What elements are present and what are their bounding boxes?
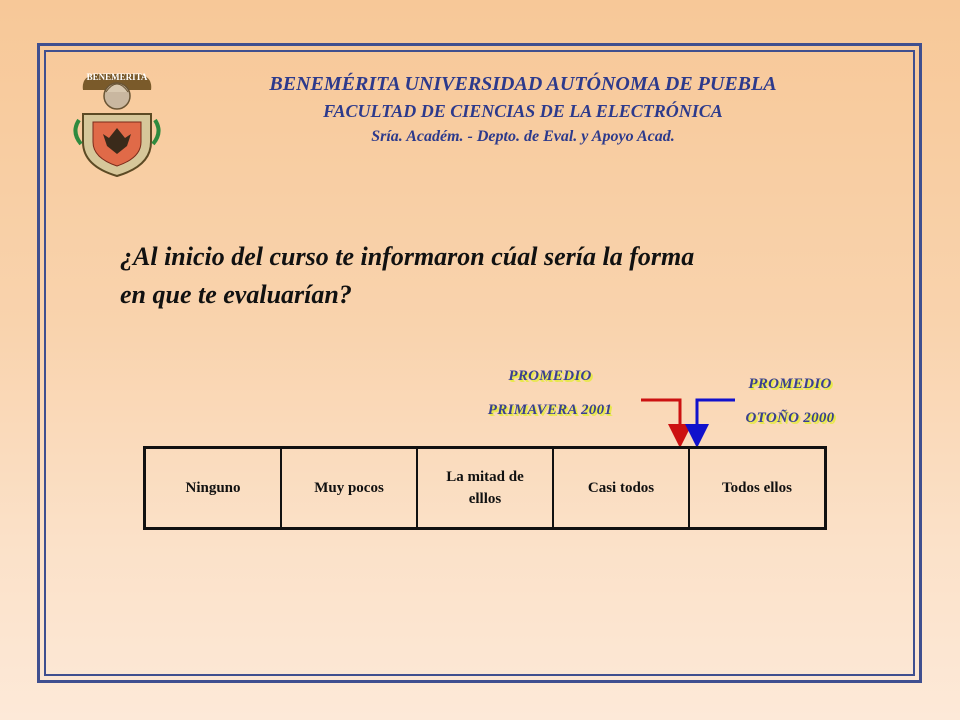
response-scale <box>143 446 827 530</box>
legend-otono-period: OTOÑO 2000 <box>745 410 835 426</box>
faculty-name: FACULTAD DE CIENCIAS DE LA ELECTRÓNICA <box>323 101 723 121</box>
primavera-average-arrow <box>641 400 680 436</box>
option-muy-pocos: Muy pocos <box>282 449 418 527</box>
option-la-mitad <box>418 449 554 527</box>
legend-primavera-period: PRIMAVERA 2001 <box>487 402 613 418</box>
question-line-2: en que te evaluarían? <box>120 280 352 309</box>
university-name: BENEMÉRITA UNIVERSIDAD AUTÓNOMA DE PUEBLA <box>269 73 777 95</box>
department-name: Sría. Académ. - Depto. de Eval. y Apoyo Acad. <box>371 128 675 145</box>
option-la-mitad-line-1: La mitad de <box>446 469 524 485</box>
option-la-mitad-line-2: elllos <box>468 491 502 507</box>
option-todos-ellos: Todos ellos <box>722 480 792 496</box>
legend-otono-title: PROMEDIO <box>748 376 832 392</box>
option-ninguno: Ninguno <box>146 449 282 527</box>
option-casi-todos: Casi todos <box>554 449 690 527</box>
question-line-1: ¿Al inicio del curso te informaron cúal sería la forma <box>120 242 695 271</box>
otono-average-arrow <box>697 400 735 436</box>
svg-text:BENEMERITA: BENEMERITA <box>86 72 148 82</box>
legend-primavera-title: PROMEDIO <box>508 368 592 384</box>
